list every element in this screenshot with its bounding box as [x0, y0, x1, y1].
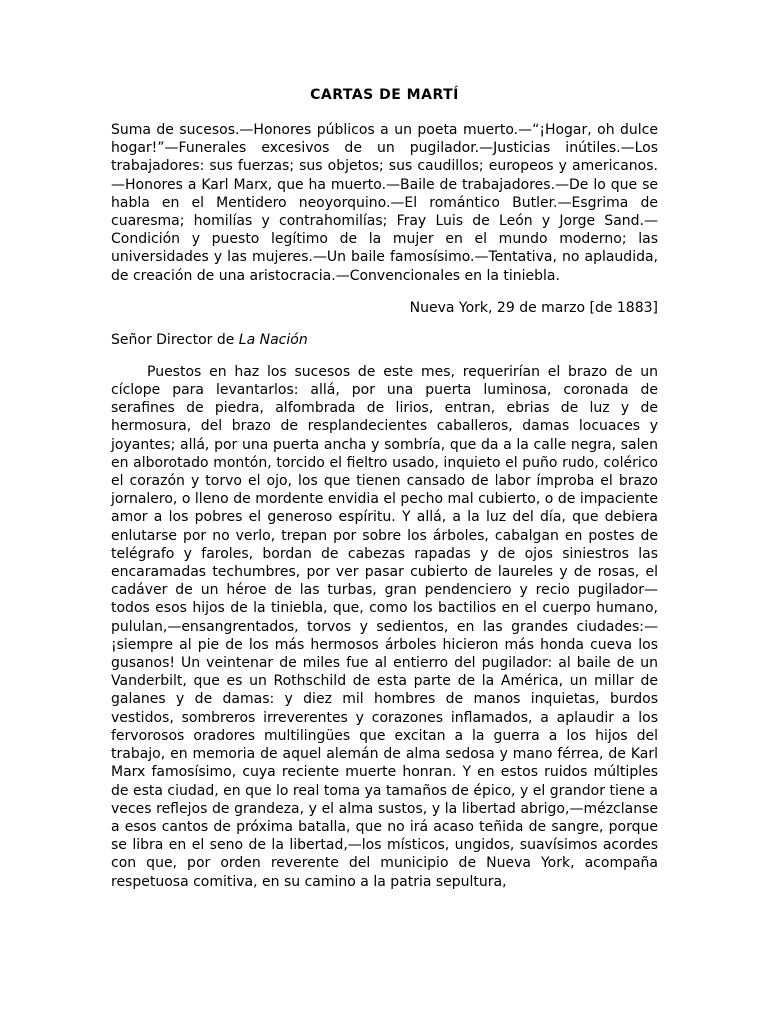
dateline: Nueva York, 29 de marzo [de 1883]	[409, 299, 658, 316]
body-paragraph: Puestos en haz los sucesos de este mes, requerirían el brazo de un cíclope para levantarlos: allá, por una puerta luminosa, coronada de serafines de piedra, alfombrada de lirios, entran, ebrias de luz y de hermosura, del brazo de resplandecientes caballeros, damas locuaces y joyantes; allá, por una puerta ancha y sombría, que da a la calle negra, salen en alborotado montón, torcido el fieltro usado, inquieto el puño rudo, colérico el corazón y torvo el ojo, los que tienen cansado de labor ímproba el brazo jornalero, o lleno de mordente envidia el pecho mal cubierto, o de impaciente amor a los pobres el generoso espíritu. Y allá, a la luz del día, que debiera enlutarse por no verlo, trepan por sobre los árboles, cabalgan en postes de telégrafo y faroles, bordan de cabezas rapadas y de ojos siniestros las encaramadas techumbres, por ver pasar cubierto de laureles y de rosas, el cadáver de un héroe de las turbas, gran pendenciero y recio pugilador—todos esos hijos de la tiniebla, que, como los bactilios en el cuerpo humano, pululan,—ensangrentados, torvos y sedientos, en las grandes ciudades:—¡siempre al pie de los más hermosos árboles hicieron más honda cueva los gusanos! Un veintenar de miles fue al entierro del pugilador: al baile de un Vanderbilt, que es un Rothschild de esta parte de la América, un millar de galanes y de damas: y diez mil hombres de manos inquietas, burdos vestidos, sombreros irreverentes y corazones inflamados, a aplaudir a los fervorosos oradores multilingües que excitan a la guerra a los hijos del trabajo, en memoria de aquel alemán de alma sedosa y mano férrea, de Karl Marx famosísimo, cuya reciente muerte honran. Y en estos ruidos múltiples de esta ciudad, en que lo real toma ya tamaños de épico, y el grandor tiene a veces reflejos de grandeza, y el alma sustos, y la libertad abrigo,—mézclanse a esos cantos de próxima batalla, que no irá acaso teñida de sangre, porque se libra en el seno de la libertad,—los místicos, ungidos, suavísimos acordes con que, por orden reverente del municipio de Nueva York, acompaña respetuosa comitiva, en su camino a la patria sepultura,	[111, 363, 658, 890]
document-title: CARTAS DE MARTÍ	[310, 87, 459, 103]
newspaper-name: La Nación	[238, 331, 308, 348]
salutation	[111, 331, 658, 349]
salutation-prefix: Señor Director de	[111, 331, 239, 348]
chapter-summary: Suma de sucesos.—Honores públicos a un poeta muerto.—“¡Hogar, oh dulce hogar!”—Funerales excesivos de un pugilador.—Justicias inútiles.—Los trabajadores: sus fuerzas; sus objetos; sus caudillos; europeos y americanos.—Honores a Karl Marx, que ha muerto.—Baile de trabajadores.—De lo que se habla en el Mentidero neoyorquino.—El romántico Butler.—Esgrima de cuaresma; homilías y contrahomilías; Fray Luis de León y Jorge Sand.—Condición y puesto legítimo de la mujer en el mundo moderno; las universidades y las mujeres.—Un baile famosísimo.—Tentativa, no aplaudida, de creación de una aristocracia.—Convencionales en la tiniebla.	[111, 122, 658, 284]
document-page	[111, 76, 658, 891]
